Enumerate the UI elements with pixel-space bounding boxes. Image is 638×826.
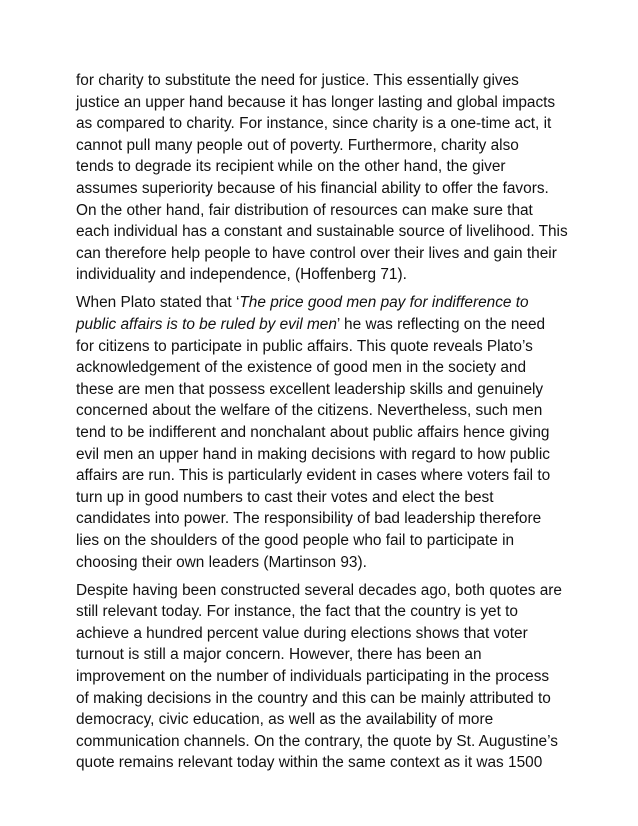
- paragraph-plato-rest: ’ he was reflecting on the need for citizens to participate in public affairs. This quote reveals Plato’s acknowledgement of the existence of good men in the society and these are men that possess excellent leadership skills and genuinely concerned about the welfare of the citizens. Nevertheless, such men tend to be indifferent and nonchalant about public affairs hence giving evil men an upper hand in making decisions with regard to how public affairs are run. This is particularly evident in cases where voters fail to turn up in good numbers to cast their votes and elect the best candidates into power. The responsibility of bad leadership therefore lies on the shoulders of the good people who fail to participate in choosing their own leaders (Martinson 93).: [76, 316, 551, 571]
- paragraph-relevance: Despite having been constructed several decades ago, both quotes are still relevant today. For instance, the fact that the country is yet to achieve a hundred percent value during elections shows that voter turnout is still a major concern. However, there has been an improvement on the number of individuals participating in the process of making decisions in the country and this can be mainly attributed to democracy, civic education, as well as the availability of more communication channels. On the contrary, the quote by St. Augustine’s quote remains relevant today within the same context as it was 1500: [76, 581, 562, 772]
- paragraph-plato-lead: When Plato stated that ‘: [76, 294, 240, 312]
- body-text: [76, 70, 576, 781]
- plato-quote-italic: The price good men pay for indifference to public affairs is to be ruled by evil men: [76, 294, 529, 334]
- paragraph-justice-charity: for charity to substitute the need for justice. This essentially gives justice an upper hand because it has longer lasting and global impacts as compared to charity. For instance, since charity is a one-time act, it cannot pull many people out of poverty. Furthermore, charity also tends to degrade its recipient while on the other hand, the giver assumes superiority because of his financial ability to offer the favors. On the other hand, fair distribution of resources can make sure that each individual has a constant and sustainable source of livelihood. This can therefore help people to have control over their lives and gain their individuality and independence, (Hoffenberg 71).: [76, 72, 568, 284]
- paragraph-plato-quote: [76, 292, 576, 573]
